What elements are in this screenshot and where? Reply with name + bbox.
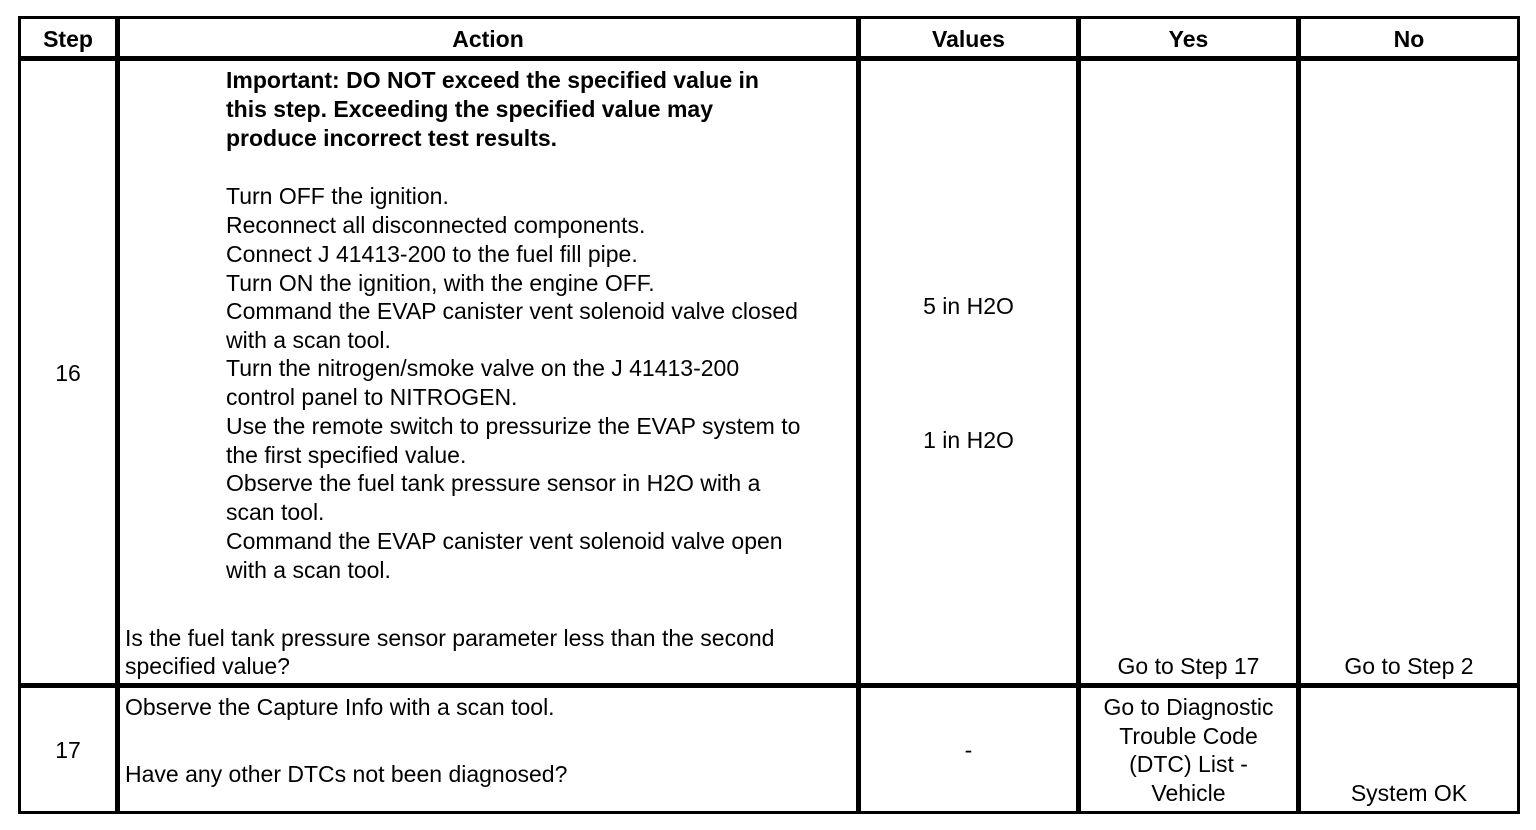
- header-step: Step: [43, 26, 93, 52]
- header-action: Action: [452, 26, 524, 52]
- no-action: System OK: [1350, 780, 1468, 806]
- instruction-line: Use the remote switch to pressurize the EVAP system to: [226, 413, 801, 439]
- value-first: 5 in H2O: [923, 293, 1014, 319]
- table-border-bottom: [18, 811, 1520, 814]
- step-number: 16: [55, 360, 81, 386]
- instruction-line: Reconnect all disconnected components.: [226, 212, 646, 238]
- question-line: Is the fuel tank pressure sensor parameter less than the second: [125, 625, 775, 651]
- no-action: Go to Step 2: [1344, 653, 1474, 679]
- value-dash: -: [964, 737, 973, 763]
- column-divider-action: [856, 16, 861, 814]
- instruction-line: with a scan tool.: [226, 557, 391, 583]
- instruction-line: scan tool.: [226, 499, 325, 525]
- instruction-line: Turn the nitrogen/smoke valve on the J 41413-200: [226, 355, 740, 381]
- step-number: 17: [55, 737, 81, 763]
- header-yes: Yes: [1168, 26, 1209, 52]
- instruction-line: Observe the fuel tank pressure sensor in H2O with a: [226, 470, 761, 496]
- instruction-line: Turn ON the ignition, with the engine OFF.: [226, 270, 655, 296]
- instruction-line: control panel to NITROGEN.: [226, 384, 518, 410]
- column-divider-yes: [1296, 16, 1301, 814]
- instruction-line: the first specified value.: [226, 442, 467, 468]
- yes-action-line: Trouble Code: [1119, 723, 1258, 749]
- question-line: specified value?: [125, 653, 290, 679]
- column-divider-step: [115, 16, 120, 814]
- important-note-line: produce incorrect test results.: [226, 125, 558, 151]
- header-divider: [18, 56, 1520, 61]
- question-line: Have any other DTCs not been diagnosed?: [125, 761, 568, 787]
- table-border-right: [1517, 16, 1520, 814]
- yes-action-line: Vehicle: [1151, 780, 1226, 806]
- instruction-line: Connect J 41413-200 to the fuel fill pipe.: [226, 241, 638, 267]
- instruction-line: Command the EVAP canister vent solenoid valve closed: [226, 298, 798, 324]
- header-no: No: [1393, 26, 1425, 52]
- value-second: 1 in H2O: [923, 427, 1014, 453]
- action-line: Observe the Capture Info with a scan tool.: [125, 694, 555, 720]
- instruction-line: with a scan tool.: [226, 327, 391, 353]
- table-border-left: [18, 16, 21, 814]
- yes-action-line: Go to Diagnostic: [1103, 694, 1274, 720]
- diagnostic-table: [18, 16, 1520, 814]
- instruction-line: Turn OFF the ignition.: [226, 183, 449, 209]
- row-divider: [18, 683, 1520, 688]
- yes-action-line: (DTC) List -: [1129, 751, 1248, 777]
- header-values: Values: [932, 26, 1005, 52]
- important-note-line: Important: DO NOT exceed the specified value in: [226, 67, 759, 93]
- instruction-line: Command the EVAP canister vent solenoid valve open: [226, 528, 783, 554]
- yes-action: Go to Step 17: [1117, 653, 1260, 679]
- important-note-line: this step. Exceeding the specified value may: [226, 96, 714, 122]
- table-border-top: [18, 16, 1520, 19]
